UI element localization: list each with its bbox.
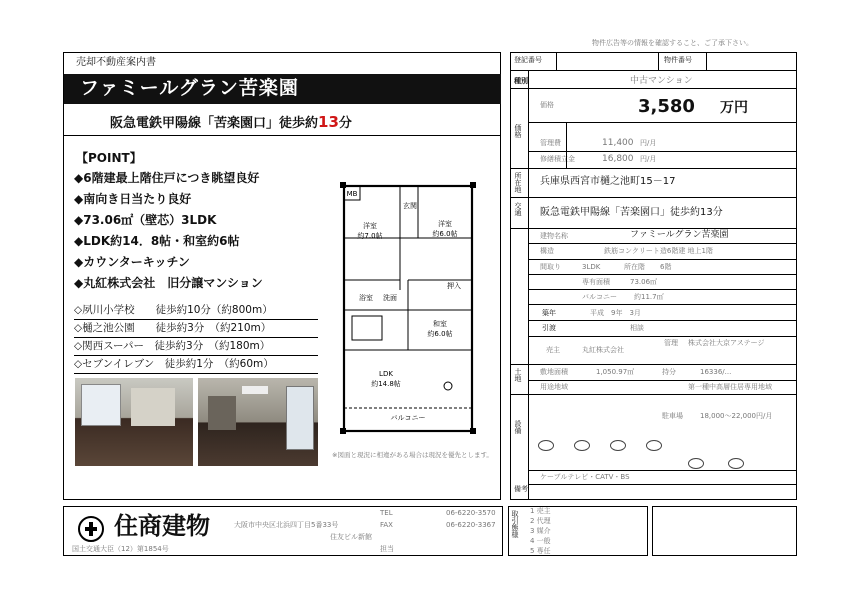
land-area-label: 敷地面積 [540, 368, 568, 376]
transaction-item: 2 代理 [530, 517, 551, 525]
company-name: 住商建物 [114, 512, 210, 540]
layout-value: 3LDK [582, 263, 601, 271]
fee-value-1: 11,400 [602, 138, 634, 148]
transaction-item: 5 専任 [530, 547, 551, 555]
floor-plan [330, 180, 490, 445]
nearby-item: ◇樋之池公園 徒歩約3分 （約210m） [74, 322, 272, 334]
parking-label: 駐車場 [662, 412, 683, 420]
fp-mb: MB [346, 190, 358, 198]
land-share-value: 16336/... [700, 368, 732, 376]
transport-value: 阪急電鉄甲陽線「苦楽園口」徒歩約13分 [540, 207, 723, 218]
floorplan-note: ※図面と現況に相違がある場合は現況を優先とします。 [332, 451, 493, 459]
tel: 06-6220-3570 [446, 509, 496, 517]
zoning-label: 用途地域 [540, 383, 568, 391]
address: 大阪市中央区北浜四丁目5番33号 [234, 521, 339, 529]
fp-room1: 洋室 [363, 222, 377, 230]
transaction-box [508, 506, 648, 556]
transaction-box-2 [652, 506, 797, 556]
balcony-label: バルコニー [582, 293, 617, 301]
facility-note: ケーブルテレビ・CATV・BS [540, 473, 630, 481]
transaction-label: 取引態様 [511, 510, 519, 538]
structure-label: 構造 [540, 247, 554, 255]
land-label: 土地 [514, 368, 522, 382]
point-item: ◆丸紅株式会社 旧分譲マンション [74, 276, 263, 290]
built-value: 平成 9年 3月 [590, 309, 641, 317]
price-value: 3,580 [638, 96, 695, 117]
point-title: 【POINT】 [76, 151, 142, 165]
access-suffix: 分 [338, 116, 352, 131]
nearby-item: ◇セブンイレブン 徒歩約1分 （約60m） [74, 358, 274, 370]
fee-value-2: 16,800 [602, 154, 634, 164]
point-item: ◆73.06㎡（壁芯）3LDK [74, 213, 217, 227]
access-divider [64, 135, 501, 136]
fp-wash: 洗面 [383, 294, 397, 302]
fp-room3: 和室 [433, 320, 447, 328]
manager-label: 管理 [664, 339, 678, 347]
fp-closet: 押入 [447, 282, 461, 290]
type-label: 種別 [514, 77, 528, 85]
facility-label: 設備 [514, 420, 522, 434]
tel-label: TEL [380, 509, 393, 517]
transaction-item: 4 一般 [530, 537, 551, 545]
land-area-value: 1,050.97㎡ [596, 368, 635, 376]
room-photo-1 [75, 378, 193, 466]
fp-entrance: 玄関 [403, 202, 417, 210]
location-value: 兵庫県西宮市樋之池町15－17 [540, 176, 676, 187]
status-label: 引渡 [542, 324, 556, 332]
zoning-value: 第一種中高層住居専用地域 [688, 383, 772, 391]
transport-label: 交通 [514, 202, 522, 216]
manager-value: 株式会社大京アステージ [688, 339, 765, 347]
price-section: 価格 [514, 124, 522, 138]
floor-label: 所在階 [624, 263, 645, 271]
parking-value: 18,000～22,000円/月 [700, 412, 773, 420]
point-item: ◆LDK約14．8帖・和室約6帖 [74, 234, 240, 248]
ref-label-2: 物件番号 [664, 56, 692, 64]
fee-label-1: 管理費 [540, 139, 561, 147]
branch: 住友ビル新館 [330, 533, 372, 541]
seller-value: 丸紅株式会社 [582, 346, 624, 354]
property-name: ファミールグラン苦楽園 [80, 77, 299, 99]
fee-label-2: 修繕積立金 [540, 155, 575, 163]
fp-ldk-size: 約14.8帖 [371, 380, 401, 388]
point-item: ◆6階建最上階住戸につき眺望良好 [74, 171, 260, 185]
area-value: 73.06㎡ [630, 278, 658, 286]
other-label: 備考 [514, 485, 528, 493]
balcony-value: 約11.7㎡ [634, 293, 664, 301]
point-item: ◆南向き日当たり良好 [74, 192, 192, 206]
fee-unit-1: 円/月 [640, 139, 657, 147]
contact-label: 担当 [380, 545, 394, 553]
floor-value: 6階 [660, 263, 672, 271]
fax: 06-6220-3367 [446, 521, 496, 529]
company-logo-icon [78, 516, 104, 542]
status-value: 相談 [630, 324, 644, 332]
price-label: 価格 [540, 101, 554, 109]
license: 国土交通大臣（12）第1854号 [72, 545, 169, 553]
access-line [110, 112, 352, 131]
top-note: 物件広告等の情報を確認すること、ご了承下さい。 [592, 39, 753, 47]
fp-balcony: バルコニー [390, 414, 426, 422]
fee-unit-2: 円/月 [640, 155, 657, 163]
access-prefix: 阪急電鉄甲陽線「苦楽園口」徒歩約 [110, 116, 319, 131]
fp-room2-size: 約6.0帖 [432, 230, 458, 238]
nearby-item: ◇夙川小学校 徒歩約10分（約800m） [74, 304, 273, 316]
land-share-label: 持分 [662, 368, 676, 376]
room-photo-2 [198, 378, 318, 466]
built-label: 築年 [542, 309, 556, 317]
fax-label: FAX [380, 521, 393, 529]
location-label: 所在地 [514, 172, 522, 193]
layout-label: 間取り [540, 263, 561, 271]
bldg-name-label: 建物名称 [540, 232, 568, 240]
transaction-item: 1 売主 [530, 507, 551, 515]
bldg-name-value: ファミールグラン苦楽園 [630, 230, 729, 240]
fp-room2: 洋室 [438, 220, 452, 228]
point-item: ◆カウンターキッチン [74, 255, 190, 269]
access-minutes: 13 [318, 113, 339, 131]
fp-ldk: LDK [379, 370, 393, 378]
structure-value: 鉄筋コンクリート造6階建 地上1階 [604, 247, 713, 255]
transaction-item: 3 媒介 [530, 527, 551, 535]
price-unit: 万円 [720, 100, 748, 116]
seller-label: 売主 [546, 346, 560, 354]
area-label: 専有面積 [582, 278, 610, 286]
fp-room3-size: 約6.0帖 [427, 330, 453, 338]
fp-bath: 浴室 [359, 294, 373, 302]
type-value: 中古マンション [630, 76, 693, 86]
right-panel [510, 52, 797, 500]
facility-circles [538, 440, 788, 470]
nearby-item: ◇関西スーパー 徒歩約3分 （約180m） [74, 340, 271, 352]
fp-room1-size: 約7.0帖 [357, 232, 383, 240]
ref-label-1: 登記番号 [514, 56, 542, 64]
sale-label: 売却不動産案内書 [76, 57, 156, 68]
